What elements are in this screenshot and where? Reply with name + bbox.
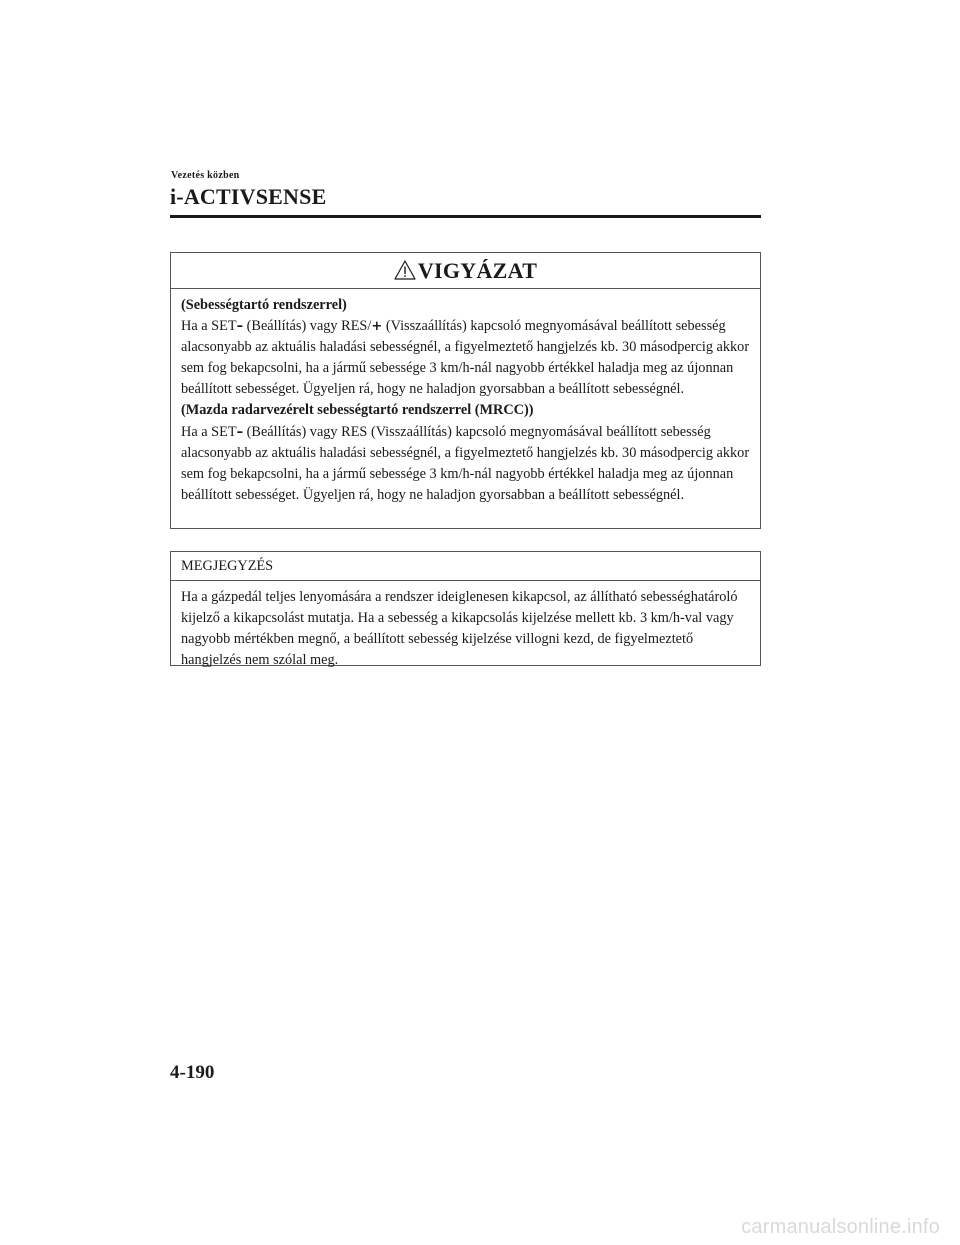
- caution-heading-cruise: (Sebességtartó rendszerrel): [181, 297, 347, 313]
- caution-header: [171, 253, 760, 289]
- caution-title: VIGYÁZAT: [417, 257, 538, 283]
- header-divider: [170, 215, 761, 218]
- section-label: Vezetés közben: [171, 170, 240, 181]
- text-segment: (Beállítás) vagy RES/: [243, 318, 372, 335]
- caution-body: [171, 289, 760, 506]
- text-segment: Ha a SET: [181, 318, 237, 335]
- caution-paragraph-cruise: [181, 316, 750, 400]
- text-segment: (Beállítás) vagy RES (Visszaállítás) kapcsoló megnyomásával beállított sebesség alacsonyabb az aktuális haladási sebességnél, a figyelmeztető hangjelzés kb. 30 másodpercig akkor sem fog bekapcsolni, ha a jármű sebessége 3 km/h-nál nagyobb értékkel haladja meg az újonnan beállított sebességet. Ügyeljen rá, hogy ne haladjon gyorsabban a beállított sebességnél.: [181, 423, 750, 503]
- text-segment: (Visszaállítás) kapcsoló megnyomásával beállított sebesség alacsonyabb az aktuális haladási sebességnél, a figyelmeztető hangjelzés kb. 30 másodpercig akkor sem fog bekapcsolni, ha a jármű sebessége 3 km/h-nál nagyobb értékkel haladja meg az újonnan beállított sebességet. Ügyeljen rá, hogy ne haladjon gyorsabban a beállított sebességnél.: [181, 318, 750, 398]
- note-body: Ha a gázpedál teljes lenyomására a rendszer ideiglenesen kikapcsol, az állítható sebességhatároló kijelző a kikapcsolást mutatja. Ha a sebesség a kikapcsolás kijelzése mellett kb. 3 km/h-val vagy nagyobb mértékben megnő, a beállított sebesség kijelzése villogni kezd, de figyelmeztető hangjelzés nem szólal meg.: [181, 589, 738, 668]
- page-title: i-ACTIVSENSE: [170, 184, 327, 209]
- note-title: MEGJEGYZÉS: [171, 552, 760, 581]
- caution-paragraph-mrcc: [181, 422, 750, 506]
- warning-triangle-icon: [394, 260, 416, 280]
- page-number: 4-190: [170, 1062, 215, 1083]
- minus-icon: –: [236, 424, 244, 440]
- caution-box: [170, 252, 761, 529]
- minus-icon: –: [236, 319, 244, 335]
- text-segment: Ha a SET: [181, 423, 237, 440]
- watermark: carmanualsonline.info: [741, 1216, 940, 1238]
- caution-heading-mrcc: (Mazda radarvezérelt sebességtartó rendszerrel (MRCC)): [181, 402, 534, 419]
- plus-icon: +: [371, 319, 383, 335]
- note-box: [170, 551, 761, 666]
